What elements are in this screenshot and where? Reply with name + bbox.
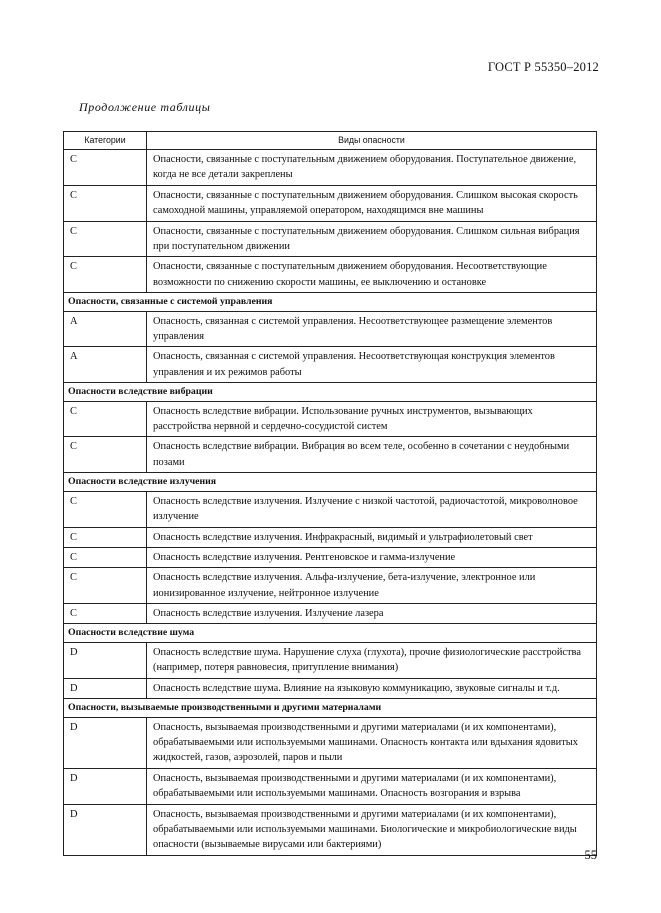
category-cell: C (64, 491, 147, 527)
table-row (64, 257, 597, 293)
category-cell: C (64, 547, 147, 567)
section-row (64, 473, 597, 491)
category-cell: C (64, 568, 147, 604)
category-cell: D (64, 768, 147, 804)
hazard-description-cell: Опасность вследствие шума. Нарушение слуха (глухота), прочие физиологические расстройства (например, потеря равновесия, притупление внимания) (147, 642, 597, 678)
table-row (64, 401, 597, 437)
section-row (64, 383, 597, 401)
table-row (64, 678, 597, 698)
table-row (64, 150, 597, 186)
table-row (64, 347, 597, 383)
table-body (64, 150, 597, 856)
table-row (64, 437, 597, 473)
section-heading: Опасности вследствие шума (64, 624, 597, 642)
category-cell: C (64, 401, 147, 437)
category-cell: A (64, 311, 147, 347)
table-row (64, 527, 597, 547)
category-cell: C (64, 185, 147, 221)
standard-code: ГОСТ Р 55350–2012 (487, 60, 599, 74)
category-cell: A (64, 347, 147, 383)
category-cell: C (64, 604, 147, 624)
section-row (64, 624, 597, 642)
section-heading: Опасности, связанные с системой управления (64, 293, 597, 311)
hazard-description-cell: Опасности, связанные с поступательным движением оборудования. Поступательное движение, когда не все детали закреплены (147, 150, 597, 186)
table-row (64, 185, 597, 221)
table-row (64, 547, 597, 567)
table-row (64, 568, 597, 604)
hazard-description-cell: Опасность вследствие шума. Влияние на языковую коммуникацию, звуковые сигналы и т.д. (147, 678, 597, 698)
table-row (64, 604, 597, 624)
table-continuation-label: Продолжение таблицы (79, 100, 211, 114)
hazard-description-cell: Опасность вследствие вибрации. Вибрация во всем теле, особенно в сочетании с неудобными позами (147, 437, 597, 473)
hazard-description-cell: Опасности, связанные с поступательным движением оборудования. Слишком сильная вибрация при поступательном движении (147, 221, 597, 257)
section-heading: Опасности, вызываемые производственными и другими материалами (64, 699, 597, 717)
hazard-description-cell: Опасность, вызываемая производственными и другими материалами (и их компонентами), обрабатываемыми или используемыми машинами. Биологические и микробиологические виды опасности (вызываемые вирусами или бактериями) (147, 804, 597, 855)
hazard-description-cell: Опасность вследствие излучения. Инфракрасный, видимый и ультрафиолетовый свет (147, 527, 597, 547)
category-cell: D (64, 804, 147, 855)
hazard-description-cell: Опасность, связанная с системой управления. Несоответствующее размещение элементов управления (147, 311, 597, 347)
table-row (64, 717, 597, 768)
category-cell: C (64, 221, 147, 257)
hazard-description-cell: Опасность, вызываемая производственными и другими материалами (и их компонентами), обрабатываемыми или используемыми машинами. Опасность возгорания и взрыва (147, 768, 597, 804)
section-row (64, 699, 597, 717)
category-cell: C (64, 150, 147, 186)
category-cell: C (64, 527, 147, 547)
table-row (64, 221, 597, 257)
hazards-table (63, 131, 597, 856)
section-heading: Опасности вследствие излучения (64, 473, 597, 491)
hazard-description-cell: Опасность вследствие излучения. Излучение лазера (147, 604, 597, 624)
table-row (64, 768, 597, 804)
category-cell: D (64, 678, 147, 698)
hazard-description-cell: Опасности, связанные с поступательным движением оборудования. Несоответствующие возможности по снижению скорости машины, ее выключению и остановке (147, 257, 597, 293)
section-row (64, 293, 597, 311)
hazard-description-cell: Опасность, вызываемая производственными и другими материалами (и их компонентами), обрабатываемыми или используемыми машинами. Опасность контакта или вдыхания ядовитых жидкостей, газов, аэрозолей, паров и пыли (147, 717, 597, 768)
hazard-description-cell: Опасность, связанная с системой управления. Несоответствующая конструкция элементов управления и их режимов работы (147, 347, 597, 383)
hazard-description-cell: Опасность вследствие излучения. Альфа-излучение, бета-излучение, электронное или ионизированное излучение, нейтронное излучение (147, 568, 597, 604)
table-row (64, 491, 597, 527)
category-cell: D (64, 717, 147, 768)
section-heading: Опасности вследствие вибрации (64, 383, 597, 401)
hazard-description-cell: Опасность вследствие излучения. Излучение с низкой частотой, радиочастотой, микроволновое излучение (147, 491, 597, 527)
column-header-category: Категории (64, 132, 147, 150)
category-cell: D (64, 642, 147, 678)
category-cell: C (64, 257, 147, 293)
column-header-hazard-types: Виды опасности (147, 132, 597, 150)
table-row (64, 804, 597, 855)
hazard-description-cell: Опасность вследствие излучения. Рентгеновское и гамма-излучение (147, 547, 597, 567)
page-number: 55 (584, 848, 597, 862)
table-row (64, 642, 597, 678)
table-header-row (64, 132, 597, 150)
hazard-description-cell: Опасности, связанные с поступательным движением оборудования. Слишком высокая скорость самоходной машины, управляемой оператором, находящимся вне машины (147, 185, 597, 221)
category-cell: C (64, 437, 147, 473)
hazard-description-cell: Опасность вследствие вибрации. Использование ручных инструментов, вызывающих расстройства нервной и сердечно-сосудистой систем (147, 401, 597, 437)
table-row (64, 311, 597, 347)
